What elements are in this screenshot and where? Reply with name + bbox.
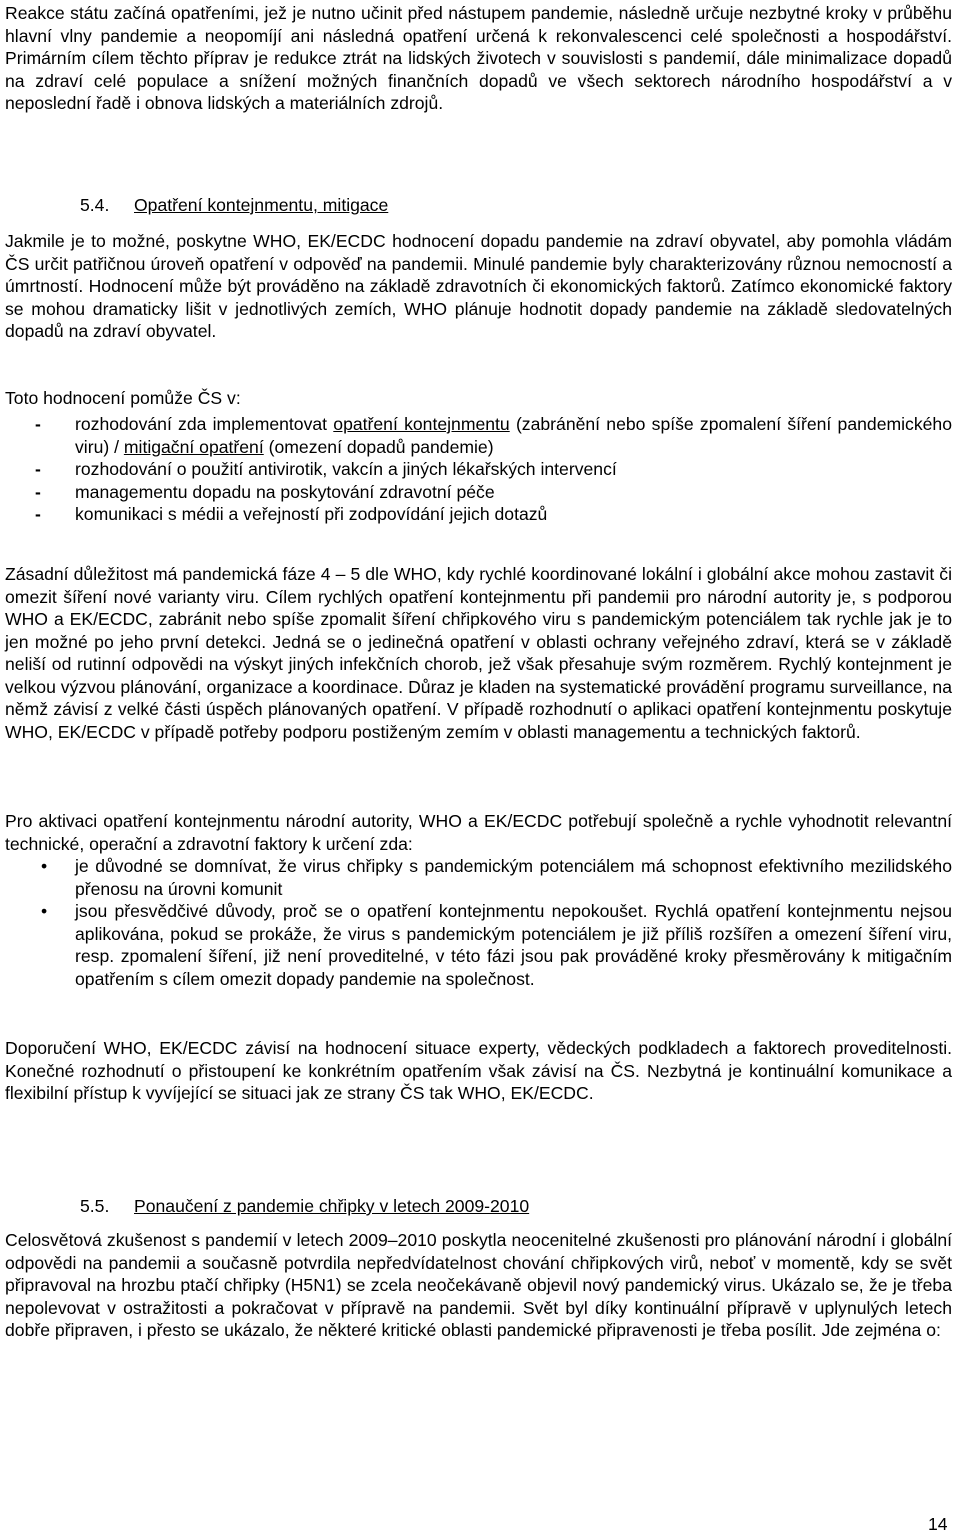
pandemic-phase-paragraph: Zásadní důležitost má pandemická fáze 4 – 5 dle WHO, kdy rychlé koordinované lokální i globální akce mohou zastavit či omezit šíření nové varianty viru. Cílem rychlých opatření kontejnmentu při pandemii pro národní autority je, s podporou WHO a EK/ECDC, zabránit nebo spíše zpomalit šíření chřipkového viru s pandemickým potenciálem tak rychle jak je to jen možné po jeho první detekci. Jedná se o jedinečná opatření v oblasti ochrany veřejného zdraví, která se v základě neliší od rutinní odpovědi na výskyt jiných infekčních chorob, jež však přesahuje svým rozměrem. Rychlý kontejnment je velkou výzvou plánování, organizace a koordinace. Důraz je kladen na systematické provádění programu surveillance, na němž závisí z velké části úspěch plánovaných opatření. V případě rozhodnutí o aplikaci opatření kontejnmentu poskytuje WHO, EK/ECDC v případě potřeby podporu postiženým zemím v oblasti managementu a technických faktorů. (5, 564, 952, 742)
bullet-marker: • (41, 856, 48, 876)
list-item-text: jsou přesvědčivé důvody, proč se o opatření kontejnmentu nepokoušet. Rychlá opatření kontejnmentu nejsou aplikována, pokud se prokáže, že virus s pandemickým potenciálem je již příliš rozšířen a omezení šíření viru, resp. zpomalení šíření, již není proveditelné, v této fázi jsou pak prováděné kroky přesměrovány k mitigačním opatřením s cílem omezit dopady pandemie na společnost. (75, 901, 952, 989)
list-item-text: rozhodování zda implementovat (75, 414, 334, 434)
list-item-text: je důvodné se domnívat, že virus chřipky s pandemickým potenciálem má schopnost efektivního mezilidského přenosu na úrovni komunit (75, 856, 952, 899)
section-title: Opatření kontejnmentu, mitigace (134, 195, 389, 215)
assessment-intro-line: Toto hodnocení pomůže ČS v: (5, 388, 241, 408)
list-item (5, 481, 952, 504)
mitigation-term: mitigační opatření (123, 436, 264, 457)
list-item (5, 458, 952, 481)
assessment-list (5, 413, 952, 526)
list-item-text: komunikaci s médii a veřejností při zodpovídání jejich dotazů (75, 504, 548, 524)
dash-marker: - (35, 504, 41, 524)
list-item-text: (zabránění nebo spíše zpomalení šíření pandemického viru) / (75, 414, 952, 457)
list-item-text: managementu dopadu na poskytování zdravotní péče (75, 481, 495, 502)
section-heading-5-4 (80, 194, 388, 216)
activation-paragraph: Pro aktivaci opatření kontejnmentu národní autority, WHO a EK/ECDC potřebují společně a rychle vyhodnotit relevantní technické, operační a zdravotní faktory k určení zda: (5, 811, 952, 854)
containment-term: opatření kontejnmentu (333, 414, 510, 434)
lessons-paragraph: Celosvětová zkušenost s pandemií v letech 2009–2010 poskytla neocenitelné zkušenosti pro plánování národní i globální odpovědi na pandemii a současně potvrdila nepředvídatelnost chování chřipkových virů, neboť v momentě, kdy se svět připravoval na hrozbu ptačí chřipky (H5N1) se zcela neočekávaně objevil nový pandemický virus. Ukázalo se, že je třeba nepolevovat v ostražitosti a pokračovat v přípravě na pandemii. Svět byl díky kontinuální přípravě v uplynulých letech dobře připraven, i přesto se ukázalo, že některé kritické oblasti pandemické připravenosti je třeba posílit. Jde zejména o: (5, 1230, 952, 1340)
who-assessment-paragraph: Jakmile je to možné, poskytne WHO, EK/ECDC hodnocení dopadu pandemie na zdraví obyvatel, aby pomohla vládám ČS určit patřičnou úroveň opatření v odpověď na pandemii. Minulé pandemie byly charakterizovány různou nemocností a úmrtností. Hodnocení může být prováděno na základě zdravotních či ekonomických faktorů. Zatímco ekonomické faktory se mohou dramaticky lišit v jednotlivých zemích, WHO plánuje hodnotit dopady pandemie na základě sledovatelných dopadů na zdraví obyvatel. (5, 231, 952, 341)
intro-paragraph: Reakce státu začíná opatřeními, jež je nutno učinit před nástupem pandemie, následně určuje nezbytné kroky v průběhu hlavní vlny pandemie a neopomíjí ani následná opatření určená k rekonvalescenci celé společnosti a hospodářství. Primárním cílem těchto příprav je redukce ztrát na lidských životech v souvislosti s pandemií, dále minimalizace dopadů na zdraví celé populace a snížení možných finančních dopadů ve všech sektorech národního hospodářství a v neposlední řadě i obnova lidských a materiálních zdrojů. (5, 3, 952, 113)
list-item (5, 855, 952, 900)
page-number: 14 (928, 1514, 948, 1534)
bullet-marker: • (41, 901, 48, 921)
activation-criteria-list (5, 855, 952, 990)
recommendation-paragraph: Doporučení WHO, EK/ECDC závisí na hodnocení situace experty, vědeckých podkladech a faktorech proveditelnosti. Konečné rozhodnutí o přistoupení ke konkrétním opatřením však závisí na ČS. Nezbytná je kontinuální komunikace a flexibilní přístup k vyvíjející se situaci jak ze strany ČS tak WHO, EK/ECDC. (5, 1038, 952, 1103)
section-number: 5.4. (80, 195, 110, 215)
section-number: 5.5. (80, 1196, 110, 1216)
dash-marker: - (35, 481, 41, 502)
dash-marker: - (35, 414, 41, 434)
list-item-text: (omezení dopadů pandemie) (263, 436, 494, 457)
list-item (5, 413, 952, 458)
list-item (5, 900, 952, 990)
list-item-text: rozhodování o použití antivirotik, vakcín a jiných lékařských intervencí (75, 459, 617, 479)
list-item (5, 503, 952, 526)
section-title: Ponaučení z pandemie chřipky v letech 2009-2010 (134, 1196, 530, 1216)
section-heading-5-5 (80, 1195, 529, 1217)
dash-marker: - (35, 459, 41, 479)
